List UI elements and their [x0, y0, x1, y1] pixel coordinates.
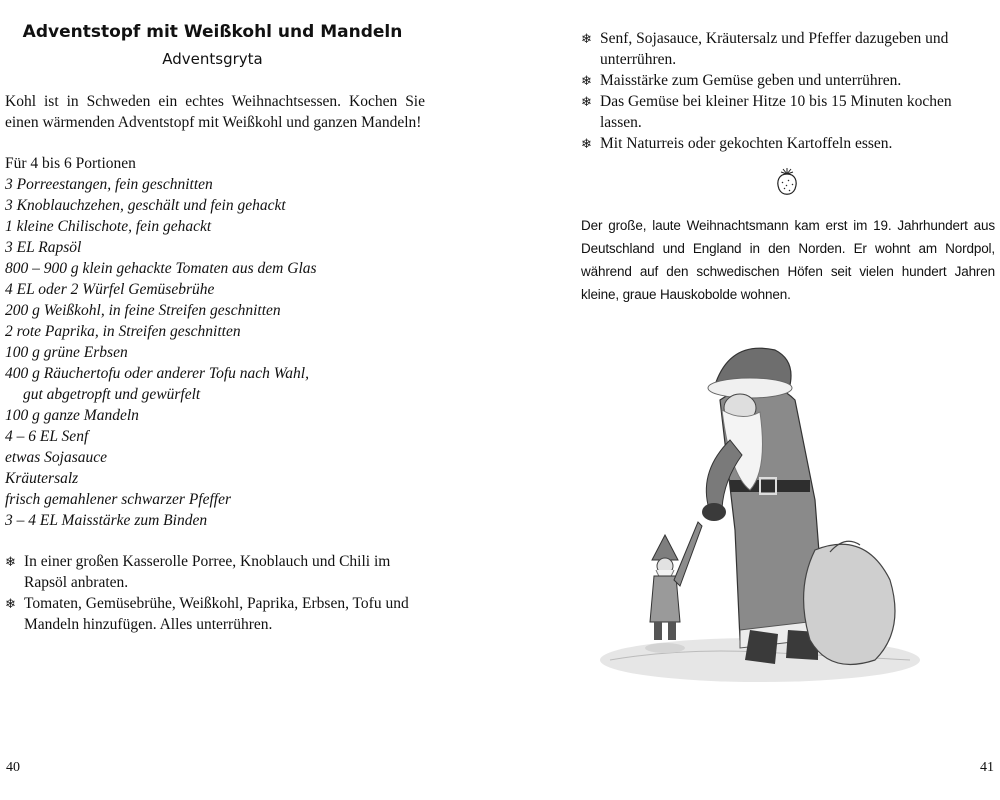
recipe-intro: Kohl ist in Schweden ein echtes Weihnachtsessen. Kochen Sie einen wärmenden Adventstopf mit Weißkohl und ganzen Mandeln! — [5, 93, 425, 131]
ingredient-item: 3 Porreestangen, fein geschnitten — [5, 176, 213, 193]
instruction-text: Das Gemüse bei kleiner Hitze 10 bis 15 Minuten kochen lassen. — [600, 93, 952, 131]
recipe-title: Adventstopf mit Weißkohl und Mandeln — [22, 22, 403, 42]
instruction-step — [5, 593, 425, 635]
instruction-text: Tomaten, Gemüsebrühe, Weißkohl, Paprika, Erbsen, Tofu und Mandeln hinzufügen. Alles unterrühren. — [24, 595, 409, 633]
instruction-step — [581, 70, 981, 91]
instruction-step — [581, 28, 981, 70]
snowflake-bullet-icon: ❄ — [581, 31, 592, 46]
instruction-step — [581, 133, 981, 154]
snowflake-bullet-icon: ❄ — [5, 554, 16, 569]
ingredient-item: 4 EL oder 2 Würfel Gemüsebrühe — [5, 281, 215, 298]
recipe-subtitle: Adventsgryta — [162, 50, 263, 68]
ingredient-item: Kräutersalz — [5, 470, 79, 487]
instruction-text: Senf, Sojasauce, Kräutersalz und Pfeffer dazugeben und unterrühren. — [600, 30, 949, 68]
ingredient-item: 100 g ganze Mandeln — [5, 407, 139, 424]
instruction-list — [5, 551, 425, 635]
story-paragraph: Der große, laute Weihnachtsmann kam erst im 19. Jahrhundert aus Deutschland und England in den Norden. Er wohnt am Nordpol, während auf den schwedischen Höfen seit vielen hundert Jahren kleine, graue Hauskobolde wohnen. — [581, 218, 995, 302]
ingredient-item: 3 – 4 EL Maisstärke zum Binden — [5, 512, 208, 529]
ingredient-list — [5, 153, 425, 531]
ingredient-item: 400 g Räuchertofu oder anderer Tofu nach Wahl, — [5, 365, 309, 382]
page-number-left: 40 — [6, 760, 20, 775]
ingredient-item: 4 – 6 EL Senf — [5, 428, 89, 445]
ingredient-item: frisch gemahlener schwarzer Pfeffer — [5, 491, 232, 508]
ingredient-item-continued: gut abgetropft und gewürfelt — [23, 386, 201, 403]
right-page — [500, 0, 1000, 800]
instruction-step — [581, 91, 981, 133]
ingredient-item: 3 Knoblauchzehen, geschält und fein gehackt — [5, 197, 286, 214]
ingredient-item: etwas Sojasauce — [5, 449, 108, 466]
page-number-right: 41 — [980, 760, 994, 775]
snowflake-bullet-icon: ❄ — [581, 73, 592, 88]
instruction-text: In einer großen Kasserolle Porree, Knoblauch und Chili im Rapsöl anbraten. — [24, 553, 391, 591]
portions-label: Für 4 bis 6 Portionen — [5, 155, 136, 172]
ingredient-item: 3 EL Rapsöl — [5, 239, 82, 256]
santa-and-gnome-illustration — [590, 330, 920, 690]
ingredient-item: 100 g grüne Erbsen — [5, 344, 128, 361]
instruction-text: Mit Naturreis oder gekochten Kartoffeln essen. — [600, 135, 893, 152]
snowflake-bullet-icon: ❄ — [5, 596, 16, 611]
snowflake-bullet-icon: ❄ — [581, 94, 592, 109]
instruction-text: Maisstärke zum Gemüse geben und unterrühren. — [600, 72, 902, 89]
strawberry-ornament-icon — [773, 166, 801, 200]
ingredient-item: 2 rote Paprika, in Streifen geschnitten — [5, 323, 241, 340]
snowflake-bullet-icon: ❄ — [581, 136, 592, 151]
instruction-list-continued — [581, 28, 981, 154]
ingredient-item: 200 g Weißkohl, in feine Streifen geschnitten — [5, 302, 281, 319]
ingredient-item: 1 kleine Chilischote, fein gehackt — [5, 218, 212, 235]
instruction-step — [5, 551, 425, 593]
ingredient-item: 800 – 900 g klein gehackte Tomaten aus dem Glas — [5, 260, 317, 277]
